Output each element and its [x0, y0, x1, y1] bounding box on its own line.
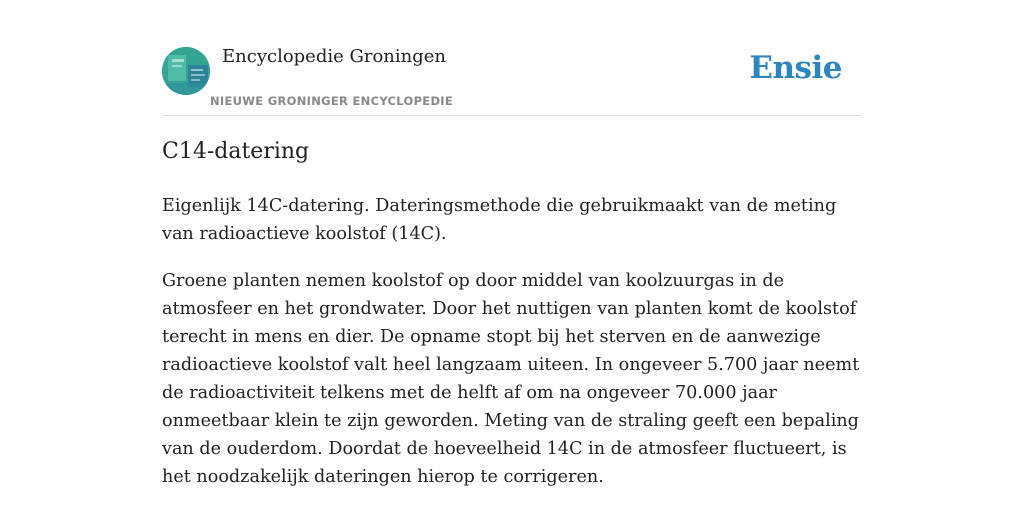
encyclopedia-avatar-icon[interactable] — [162, 47, 210, 95]
brand-logo[interactable]: Ensie — [749, 50, 842, 86]
page-container — [162, 0, 862, 487]
article-paragraph: Eigenlijk 14C-datering. Dateringsmethode die gebruikmaakt van de meting van radioactieve koolstof (14C). — [162, 196, 837, 244]
page-title: C14-datering — [162, 139, 310, 164]
header — [162, 0, 862, 116]
site-title-link[interactable]: Encyclopedie Groningen — [222, 46, 447, 67]
site-subtitle: NIEUWE GRONINGER ENCYCLOPEDIE — [210, 94, 454, 108]
article-paragraph: Groene planten nemen koolstof op door middel van koolzuurgas in de atmosfeer en het grondwater. Door het nuttigen van planten komt de koolstof terecht in mens en dier. De opname stopt bij het sterven en de aanwezige radioactieve koolstof valt heel langzaam uiteen. In ongeveer 5.700 jaar neemt de radioactiviteit telkens met de helft af om na ongeveer 70.000 jaar onmeetbaar klein te zijn geworden. Meting van de straling geeft een bepaling van de ouderdom. Doordat de hoeveelheid 14C in de atmosfeer fluctueert, is het noodzakelijk dateringen hierop te corrigeren. — [162, 271, 860, 487]
